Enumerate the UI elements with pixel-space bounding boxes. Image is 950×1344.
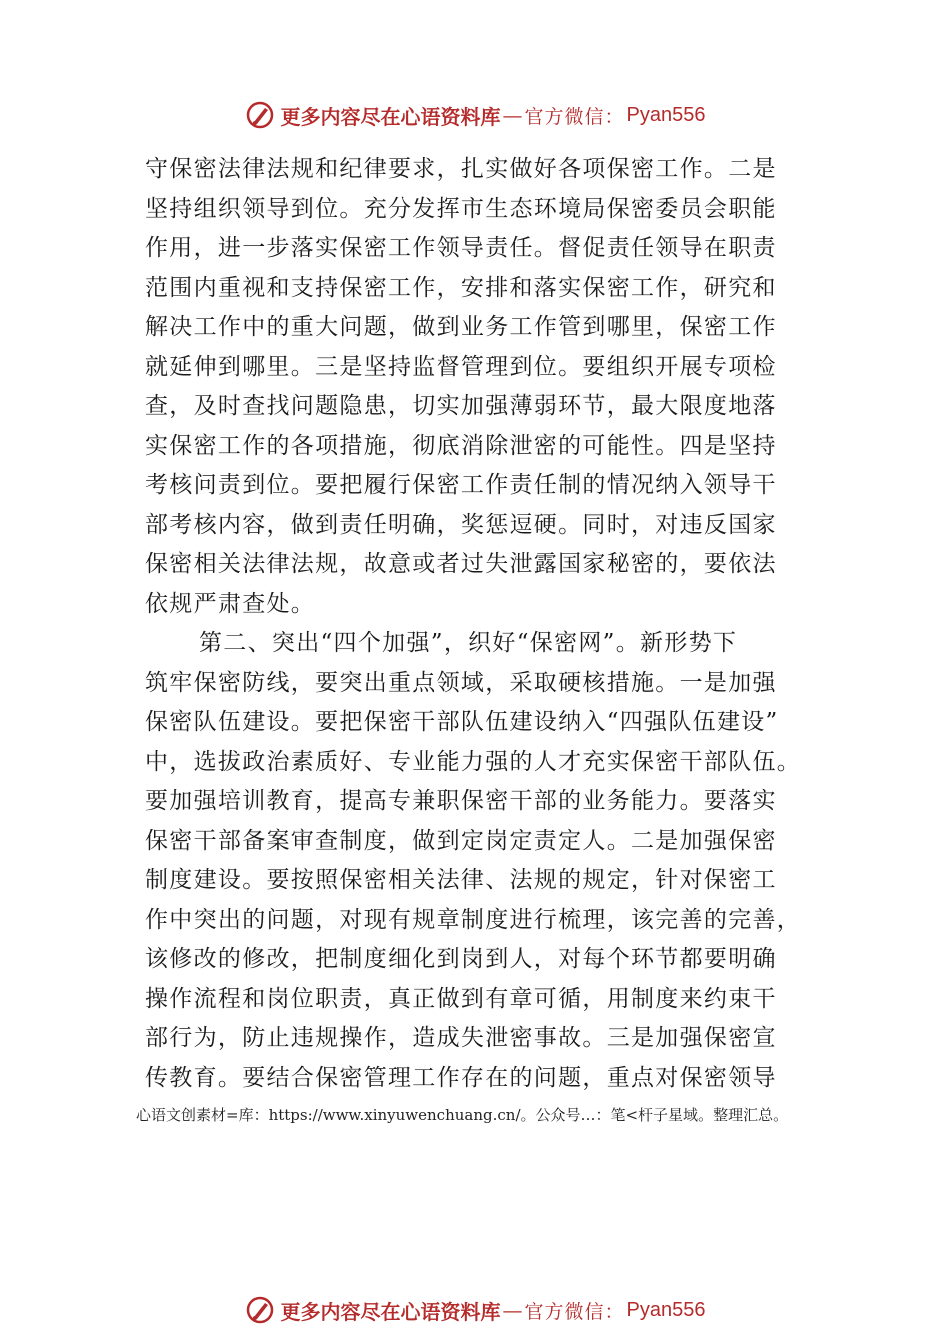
banner-brand-text: 更多内容尽在心语资料库 [280, 1299, 501, 1324]
header-banner [0, 95, 950, 135]
document-body [145, 150, 810, 1098]
text-line: 查，及时查找问题隐患，切实加强薄弱环节，最大限度地落 [145, 393, 777, 419]
banner-wechat-label: 官方微信： [524, 105, 625, 128]
text-line: 解决工作中的重大问题，做到业务工作管到哪里，保密工作 [145, 314, 777, 340]
text-line: 操作流程和岗位职责，真正做到有章可循，用制度来约束干 [145, 985, 777, 1012]
text-line: 依规严肃查处。 [145, 590, 316, 617]
text-line: 保密队伍建设。要把保密干部队伍建设纳入“四强队伍建设” [145, 709, 779, 735]
pen-logo-icon [245, 100, 275, 130]
text-line: 保密干部备案审查制度，做到定岗定责定人。二是加强保密 [145, 827, 777, 854]
banner-dash: — [502, 103, 523, 127]
text-line: 范围内重视和支持保密工作，安排和落实保密工作，研究和 [145, 274, 777, 301]
banner-wechat-label: 官方微信： [524, 1300, 625, 1323]
text-line: 作中突出的问题，对现有规章制度进行梳理，该完善的完善， [145, 906, 802, 933]
source-note: 心语文创素材=库：https://www.xinyuwenchuang.cn/。公众号…：笔<杆子星域。整理汇总。 [136, 1106, 789, 1124]
banner-wechat-id: Pyan556 [626, 1298, 706, 1321]
text-line: 考核问责到位。要把履行保密工作责任制的情况纳入领导干 [145, 472, 777, 498]
text-line: 传教育。要结合保密管理工作存在的问题，重点对保密领导 [145, 1064, 777, 1091]
text-line: 筑牢保密防线，要突出重点领域，采取硬核措施。一是加强 [145, 669, 777, 696]
text-line: 实保密工作的各项措施，彻底消除泄密的可能性。四是坚持 [145, 432, 777, 459]
text-line: 保密相关法律法规，故意或者过失泄露国家秘密的，要依法 [145, 551, 777, 577]
banner-dash: — [502, 1298, 523, 1322]
banner-brand-text: 更多内容尽在心语资料库 [280, 104, 501, 129]
text-line: 部行为，防止违规操作，造成失泄密事故。三是加强保密宣 [145, 1025, 777, 1051]
text-line: 守保密法律法规和纪律要求，扎实做好各项保密工作。二是 [145, 156, 777, 182]
text-line: 作用，进一步落实保密工作领导责任。督促责任领导在职责 [145, 235, 777, 261]
text-line: 该修改的修改，把制度细化到岗到人，对每个环节都要明确 [145, 946, 777, 972]
text-line: 坚持组织领导到位。充分发挥市生态环境局保密委员会职能 [145, 195, 777, 222]
text-line: 部考核内容，做到责任明确，奖惩逗硬。同时，对违反国家 [145, 511, 777, 538]
text-line: 要加强培训教育，提高专兼职保密干部的业务能力。要落实 [145, 788, 777, 814]
text-line: 制度建设。要按照保密相关法律、法规的规定，针对保密工 [145, 867, 777, 893]
section-heading-line: 第二、突出“四个加强”，织好“保密网”。新形势下 [199, 630, 738, 656]
pen-logo-icon [245, 1295, 275, 1325]
footer-banner [0, 1290, 950, 1330]
text-line: 中，选拔政治素质好、专业能力强的人才充实保密干部队伍。 [145, 748, 802, 775]
text-line: 就延伸到哪里。三是坚持监督管理到位。要组织开展专项检 [145, 353, 777, 380]
banner-wechat-id: Pyan556 [626, 103, 706, 126]
